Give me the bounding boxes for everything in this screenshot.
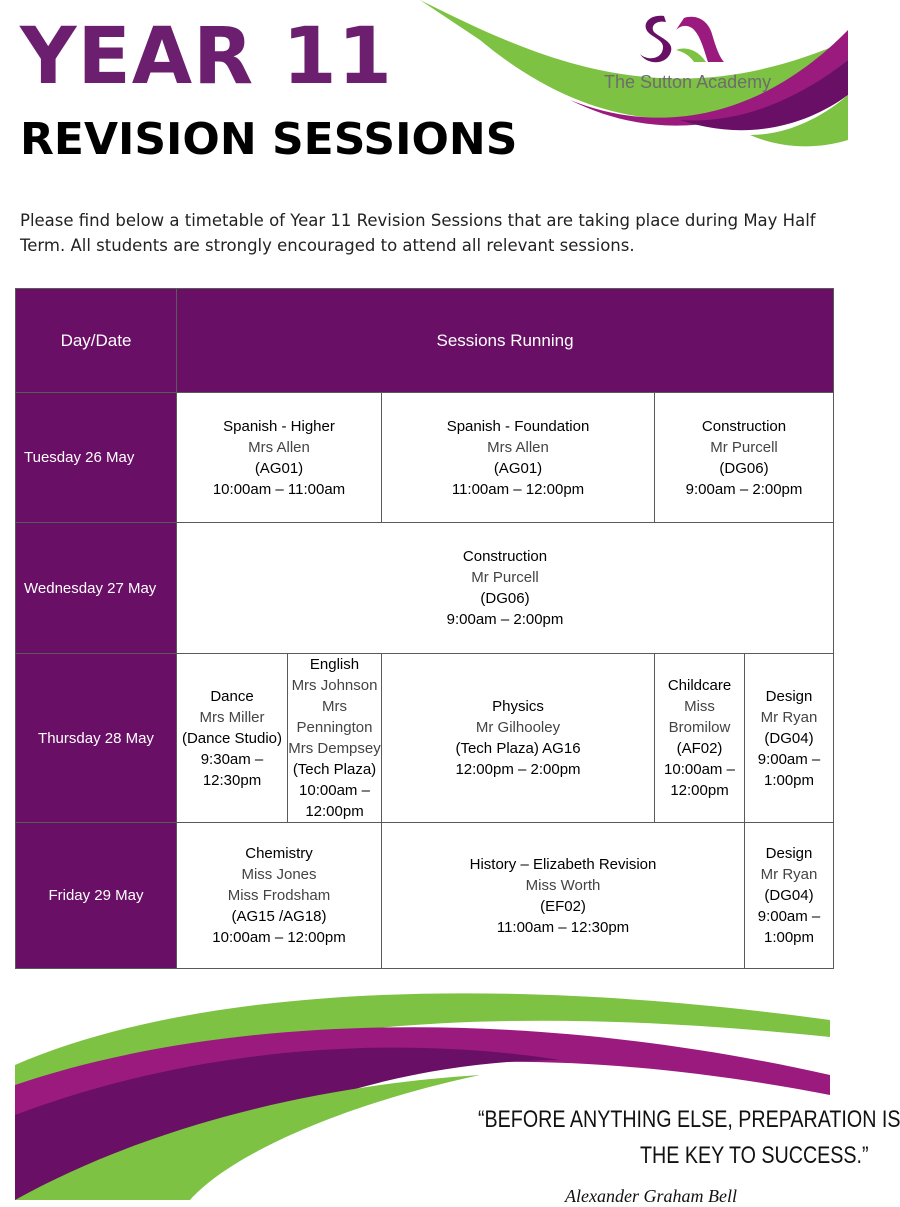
session-cell (288, 654, 382, 823)
session-subject: Spanish - Higher (223, 417, 335, 435)
session-cell (177, 523, 834, 654)
session-teacher: Mr Ryan (760, 866, 818, 883)
session-room: (DG06) (719, 459, 769, 477)
session-subject: Construction (701, 417, 787, 435)
session-time: 11:00am – 12:00pm (451, 480, 585, 498)
session-cell (177, 823, 382, 969)
session-cell (745, 823, 834, 969)
session-cell (382, 823, 745, 969)
session-cell (382, 393, 655, 523)
session-time: 12:00pm – 2:00pm (455, 761, 581, 778)
session-subject: Physics (492, 698, 544, 715)
session-subject: Construction (462, 548, 548, 565)
session-cell (745, 654, 834, 823)
session-room: (Dance Studio) (181, 729, 283, 747)
session-room: (Tech Plaza) AG16 (455, 740, 581, 757)
session-teacher: Mrs Johnson (291, 677, 378, 694)
session-teacher: Mr Purcell (710, 438, 778, 456)
session-teacher: Mrs Pennington (296, 698, 373, 736)
session-subject: History – Elizabeth Revision (469, 855, 657, 873)
table-row (16, 393, 834, 523)
session-teacher: Mr Gilhooley (475, 719, 561, 736)
session-teacher: Mrs Miller (199, 708, 265, 726)
intro-paragraph: Please find below a timetable of Year 11 Revision Sessions that are taking place during May Half Term. All students are strongly encouraged to attend all relevant sessions. (20, 211, 816, 255)
revision-timetable (15, 288, 834, 969)
table-row (16, 654, 834, 823)
session-time: 9:00am – 2:00pm (685, 480, 803, 498)
quote-line-1: “BEFORE ANYTHING ELSE, PREPARATION IS (478, 1106, 900, 1133)
session-cell (177, 393, 382, 523)
session-cell (655, 654, 745, 823)
table-row (16, 523, 834, 654)
session-cell (177, 654, 288, 823)
session-teacher: Miss Frodsham (227, 887, 331, 904)
session-teacher: Mr Ryan (760, 708, 818, 726)
session-subject: Spanish - Foundation (446, 417, 590, 435)
session-teacher: Miss Jones (241, 866, 317, 883)
session-subject: Childcare (667, 677, 732, 694)
session-room: (Tech Plaza) (292, 761, 377, 778)
session-teacher: Miss Bromilow (668, 698, 731, 736)
session-room: (DG04) (764, 887, 814, 904)
page-subtitle: REVISION SESSIONS (20, 114, 518, 165)
session-teacher: Mr Purcell (471, 569, 539, 586)
header-day-date: Day/Date (16, 289, 177, 393)
session-cell (655, 393, 834, 523)
session-teacher: Mrs Dempsey (288, 740, 381, 757)
session-time: 9:00am – 2:00pm (446, 611, 564, 628)
session-cell (382, 654, 655, 823)
day-cell: Wednesday 27 May (16, 523, 177, 654)
session-time: 9:00am – 1:00pm (757, 750, 821, 789)
session-subject: Chemistry (245, 845, 313, 862)
quote-line-2: THE KEY TO SUCCESS.” (640, 1142, 869, 1169)
session-time: 10:00am – 12:00pm (299, 782, 370, 820)
session-subject: Design (765, 687, 813, 705)
session-time: 11:00am – 12:30pm (496, 918, 630, 936)
table-row (16, 823, 834, 969)
session-room: (AG15 /AG18) (231, 908, 327, 925)
session-room: (AG01) (493, 459, 543, 477)
day-cell: Tuesday 26 May (16, 393, 177, 523)
session-time: 10:00am – 12:00pm (212, 929, 346, 946)
session-room: (EF02) (540, 897, 586, 915)
session-teacher: Mrs Allen (248, 438, 310, 456)
day-cell: Friday 29 May (16, 823, 177, 969)
session-subject: Design (765, 845, 813, 862)
session-room: (DG04) (764, 729, 814, 747)
session-room: (AF02) (676, 740, 723, 757)
session-teacher: Mrs Allen (487, 438, 549, 456)
school-name: The Sutton Academy (604, 72, 772, 92)
session-time: 10:00am – 11:00am (212, 480, 346, 498)
session-subject: Dance (210, 687, 254, 705)
table-header-row (16, 289, 834, 393)
session-teacher: Miss Worth (525, 876, 601, 894)
academy-logo-icon (636, 10, 726, 68)
day-cell: Thursday 28 May (16, 654, 177, 823)
session-time: 10:00am – 12:00pm (664, 761, 735, 799)
session-room: (DG06) (480, 590, 530, 607)
session-time: 9:00am – 1:00pm (757, 908, 821, 946)
page-title: YEAR 11 (20, 12, 393, 102)
session-subject: English (309, 656, 360, 673)
session-room: (AG01) (254, 459, 304, 477)
quote-author: Alexander Graham Bell (565, 1186, 737, 1206)
header-sessions-running: Sessions Running (177, 289, 834, 393)
session-time: 9:30am – 12:30pm (200, 750, 264, 789)
